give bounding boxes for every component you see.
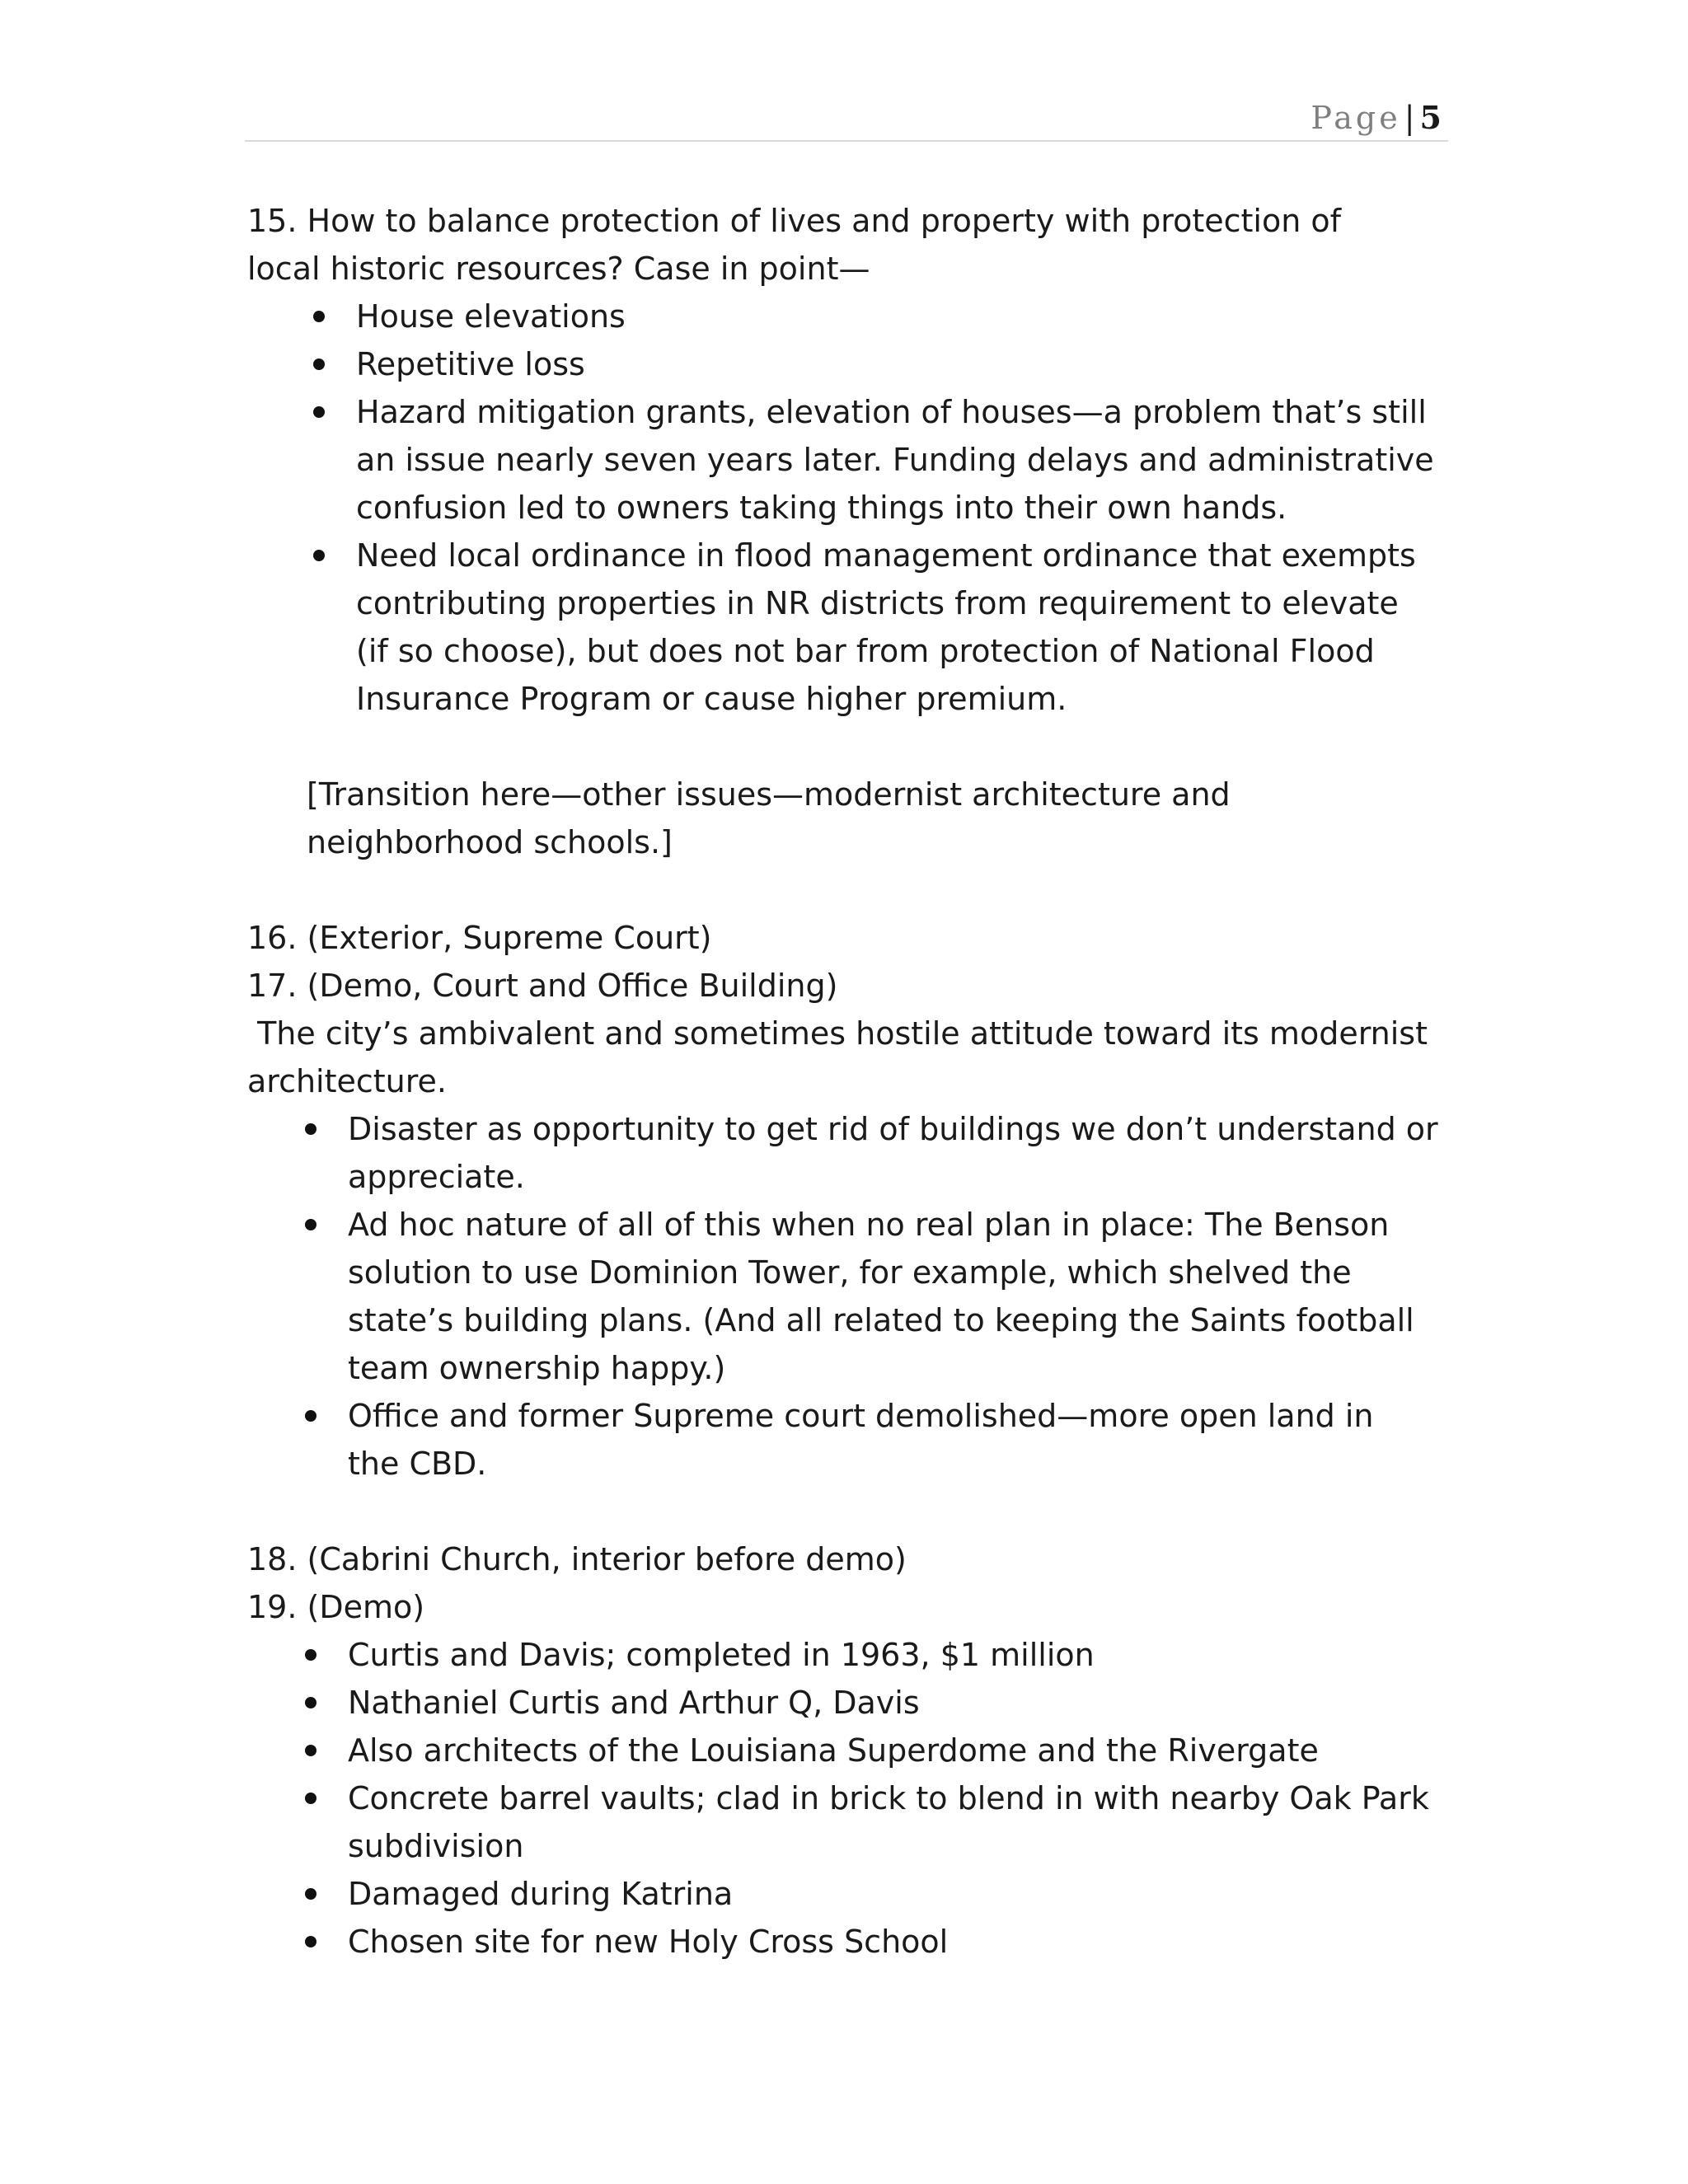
list-item-text: Hazard mitigation grants, elevation of houses—a problem that’s still [356,394,1427,430]
section-15-heading-line-2: local historic resources? Case in point— [247,251,870,287]
list-item [247,388,1451,532]
list-item [247,1870,1451,1918]
list-item [247,340,1451,388]
list-item-text: Also architects of the Louisiana Superdome and the Rivergate [348,1732,1319,1769]
page-number: 5 [1419,99,1442,136]
list-item-text: (if so choose), but does not bar from protection of National Flood [356,633,1375,669]
list-item-text: Damaged during Katrina [348,1876,734,1912]
bullet-icon [305,1123,316,1135]
page-separator: | [1404,100,1418,136]
list-item-text: an issue nearly seven years later. Funding delays and administrative [356,442,1434,478]
list-item [247,1918,1451,1966]
list-item [247,1774,1451,1870]
list-item-text: Curtis and Davis; completed in 1963, $1 million [348,1637,1095,1673]
section-15-bullet-list [247,293,1451,723]
bullet-icon [305,1649,316,1661]
section-17-bullet-list [247,1105,1451,1488]
list-item-text: Need local ordinance in flood management ordinance that exempts [356,537,1416,574]
list-item-text: Ad hoc nature of all of this when no real plan in place: The Benson [348,1207,1390,1243]
section-15-heading-line-1: 15. How to balance protection of lives and property with protection of [247,203,1342,239]
bullet-icon [305,1410,316,1422]
transition-note-line-2: neighborhood schools.] [307,824,673,860]
list-item-text: Concrete barrel vaults; clad in brick to blend in with nearby Oak Park [348,1780,1429,1816]
list-item [247,532,1451,723]
list-item-text: state’s building plans. (And all related to keeping the Saints football [348,1302,1414,1338]
bullet-icon [305,1697,316,1708]
page-number-label [1311,99,1442,136]
section-16-17 [247,914,1451,1488]
list-item-text: solution to use Dominion Tower, for example, which shelved the [348,1254,1352,1291]
list-item-text: Nathaniel Curtis and Arthur Q, Davis [348,1685,920,1721]
bullet-icon [305,1936,316,1947]
section-19-heading: 19. (Demo) [247,1589,425,1625]
section-17-intro-line-2: architecture. [247,1063,448,1099]
section-15 [247,197,1451,866]
bullet-icon [305,1745,316,1756]
bullet-icon [305,1888,316,1900]
spacer [247,866,1451,914]
list-item [247,1392,1451,1488]
section-16-heading: 16. (Exterior, Supreme Court) [247,920,712,956]
list-item-text: House elevations [356,298,626,335]
bullet-icon [313,359,325,370]
list-item-text: Insurance Program or cause higher premium. [356,681,1067,717]
section-18-heading: 18. (Cabrini Church, interior before demo) [247,1541,907,1577]
page-word: Page [1311,100,1401,136]
list-item-text: subdivision [348,1828,524,1864]
list-item-text: appreciate. [348,1159,525,1195]
transition-note-line-1: [Transition here—other issues—modernist architecture and [307,776,1231,813]
list-item-text: Disaster as opportunity to get rid of buildings we don’t understand or [348,1111,1438,1147]
page-header [245,99,1448,142]
bullet-icon [313,406,325,418]
spacer [247,723,1451,771]
list-item [247,1631,1451,1679]
list-item [247,1201,1451,1392]
bullet-icon [305,1793,316,1804]
list-item [247,1679,1451,1727]
list-item [247,1105,1451,1201]
spacer [247,1488,1451,1535]
section-18-19 [247,1535,1451,1966]
list-item-text: Office and former Supreme court demolished—more open land in [348,1398,1374,1434]
list-item-text: the CBD. [348,1446,487,1482]
list-item-text: Chosen site for new Holy Cross School [348,1924,949,1960]
list-item-text: team ownership happy.) [348,1350,726,1386]
list-item [247,293,1451,340]
section-19-bullet-list [247,1631,1451,1966]
list-item [247,1727,1451,1774]
list-item-text: Repetitive loss [356,346,585,382]
bullet-icon [305,1219,316,1230]
bullet-icon [313,311,325,322]
section-17-intro-line-1: The city’s ambivalent and sometimes hostile attitude toward its modernist [247,1015,1428,1052]
list-item-text: confusion led to owners taking things into their own hands. [356,490,1287,526]
section-17-heading: 17. (Demo, Court and Office Building) [247,968,838,1004]
document-body [247,197,1451,1966]
list-item-text: contributing properties in NR districts from requirement to elevate [356,585,1399,621]
bullet-icon [313,550,325,561]
